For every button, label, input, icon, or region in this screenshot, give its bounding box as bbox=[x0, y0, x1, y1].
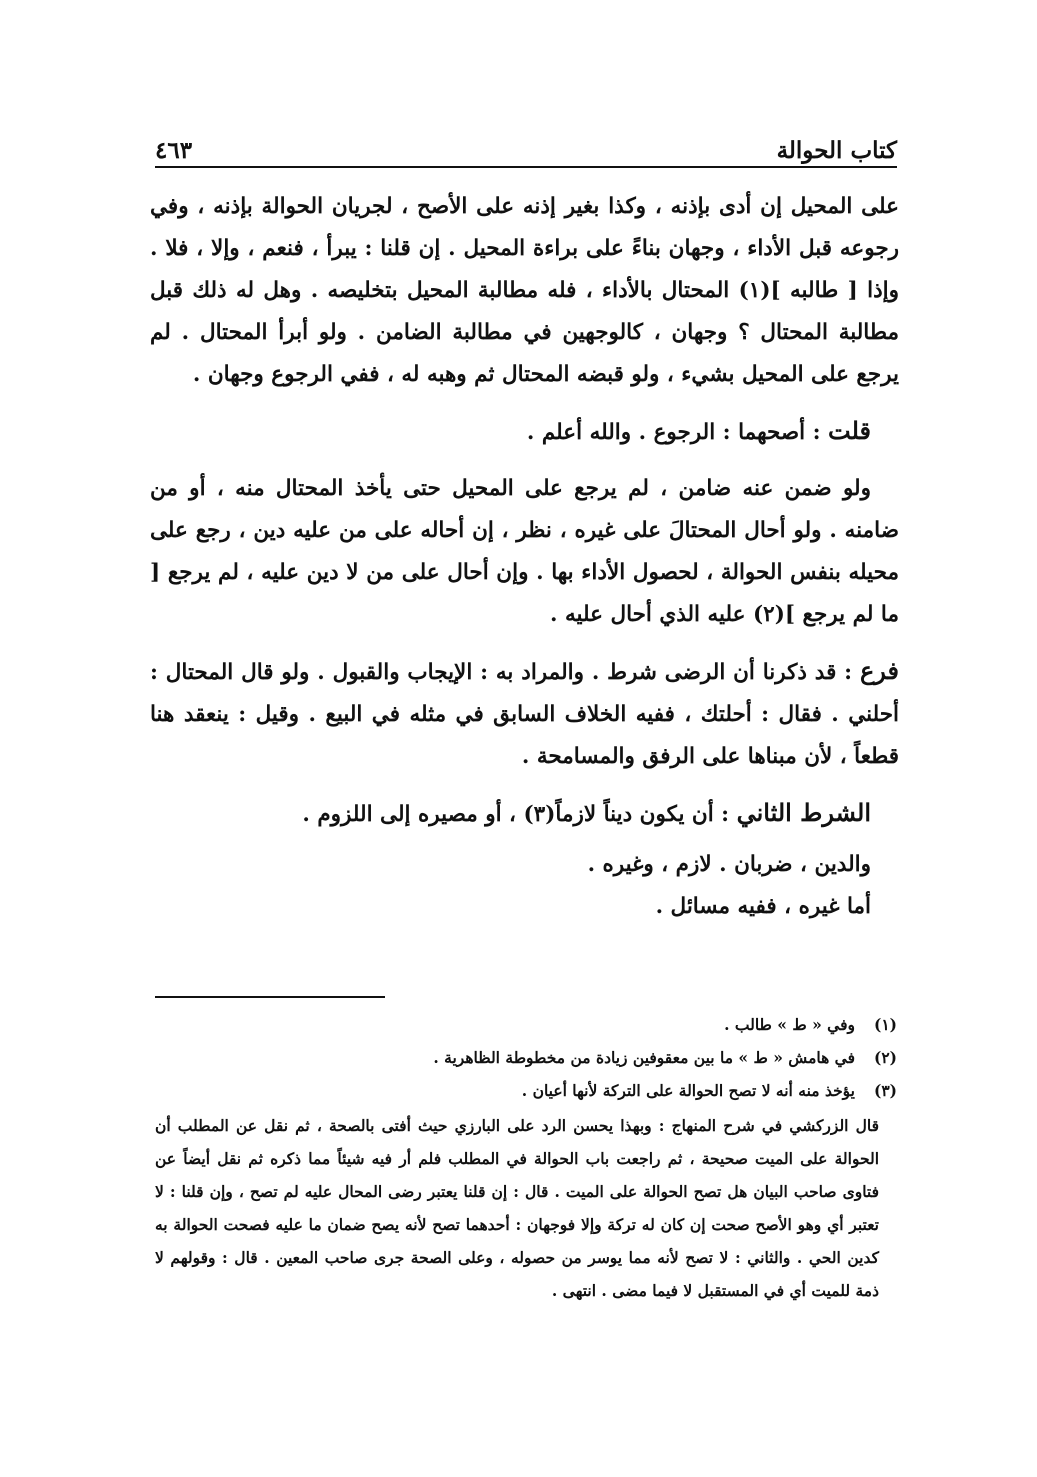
main-text bbox=[150, 186, 899, 928]
running-header bbox=[155, 124, 897, 164]
paragraph-4: أما غيره ، ففيه مسائل . bbox=[655, 894, 871, 919]
footnote-1-number: (١) bbox=[873, 1015, 897, 1034]
footnote-3-continued: قال الزركشي في شرح المنهاج : وبهذا يحسن الرد على البارزي حيث أفتى بالصحة ، ثم نقل عن المطلب أن الحوالة على الميت صحيحة ، ثم راجعت باب الحوالة في المطلب فلم أر فيه شيئاً مما ذكره ثم نقل أيضاً عن فتاوى صاحب البيان هل تصح الحوالة على الميت . قال : إن قلنا يعتبر رضى المحال عليه لم تصح ، وإن قلنا : لا تعتبر أي وهو الأصح صحت إن كان له تركة وإلا فوجهان : أحدهما تصح لأنه يصح ضمان ما عليه فصحت الحوالة به كدين الحي . والثاني : لا تصح لأنه مما يوسر من حصوله ، وعلى الصحة جرى صاحب المعين . قال : وقولهم لا ذمة للميت أي في المستقبل لا فيما مضى . انتهى . bbox=[155, 1116, 879, 1300]
footnote-3-text: يؤخذ منه أنه لا تصح الحوالة على التركة لأنها أعيان . bbox=[521, 1081, 855, 1100]
paragraph-2: ولو ضمن عنه ضامن ، لم يرجع على المحيل حتى يأخذ المحتال منه ، أو من ضامنه . ولو أحال المحتالَ على غيره ، نظر ، إن أحاله على من عليه دين ، رجع على محيله بنفس الحوالة ، لحصول الأداء بها . وإن أحال على من لا دين عليه ، لم يرجع [ ما لم يرجع ](٢) عليه الذي أحال عليه . bbox=[150, 476, 899, 627]
far-lead: فرع bbox=[859, 656, 899, 685]
chapter-title: كتاب الحوالة bbox=[776, 137, 897, 164]
footnote-rule bbox=[155, 996, 385, 998]
footnote-2-number: (٢) bbox=[873, 1048, 897, 1067]
footnote-2 bbox=[155, 1041, 897, 1074]
footnote-1 bbox=[155, 1008, 897, 1041]
condition-lead: الشرط الثاني bbox=[736, 798, 871, 827]
footnote-3-number: (٣) bbox=[873, 1081, 897, 1100]
page-number: ٤٦٣ bbox=[155, 137, 193, 164]
paragraph-far bbox=[150, 650, 899, 778]
paragraph-condition bbox=[150, 792, 899, 836]
paragraph-1: على المحيل إن أدى بإذنه ، وكذا بغير إذنه على الأصح ، لجريان الحوالة بإذنه ، وفي رجوعه قبل الأداء ، وجهان بناءً على براءة المحيل . إن قلنا : يبرأ ، فنعم ، وإلا ، فلا . وإذا [ طالبه ](١) المحتال بالأداء ، فله مطالبة المحيل بتخليصه . وهل له ذلك قبل مطالبة المحتال ؟ وجهان ، كالوجهين في مطالبة الضامن . ولو أبرأ المحتال . لم يرجع على المحيل بشيء ، ولو قبضه المحتال ثم وهبه له ، ففي الرجوع وجهان . bbox=[150, 194, 899, 387]
condition-text: : أن يكون ديناً لازماً(٣) ، أو مصيره إلى اللزوم . bbox=[302, 802, 737, 827]
footnote-2-text: في هامش « ط » ما بين معقوفين زيادة من مخطوطة الظاهرية . bbox=[433, 1048, 855, 1067]
qult-text: : أصحهما : الرجوع . والله أعلم . bbox=[526, 420, 829, 445]
footnote-1-text: وفي « ط » طالب . bbox=[724, 1015, 855, 1034]
footnotes bbox=[155, 996, 897, 1307]
paragraph-3: والدين ، ضربان . لازم ، وغيره . bbox=[587, 852, 871, 877]
header-rule bbox=[155, 166, 897, 168]
qult-lead: قلت bbox=[828, 416, 871, 445]
far-text: : قد ذكرنا أن الرضى شرط . والمراد به : الإيجاب والقبول . ولو قال المحتال : أحلني . فقال : أحلتك ، ففيه الخلاف السابق في مثله في البيع . وقيل : ينعقد هنا قطعاً ، لأن مبناها على الرفق والمسامحة . bbox=[150, 660, 899, 769]
footnote-3 bbox=[155, 1074, 897, 1107]
paragraph-qult bbox=[150, 410, 899, 454]
